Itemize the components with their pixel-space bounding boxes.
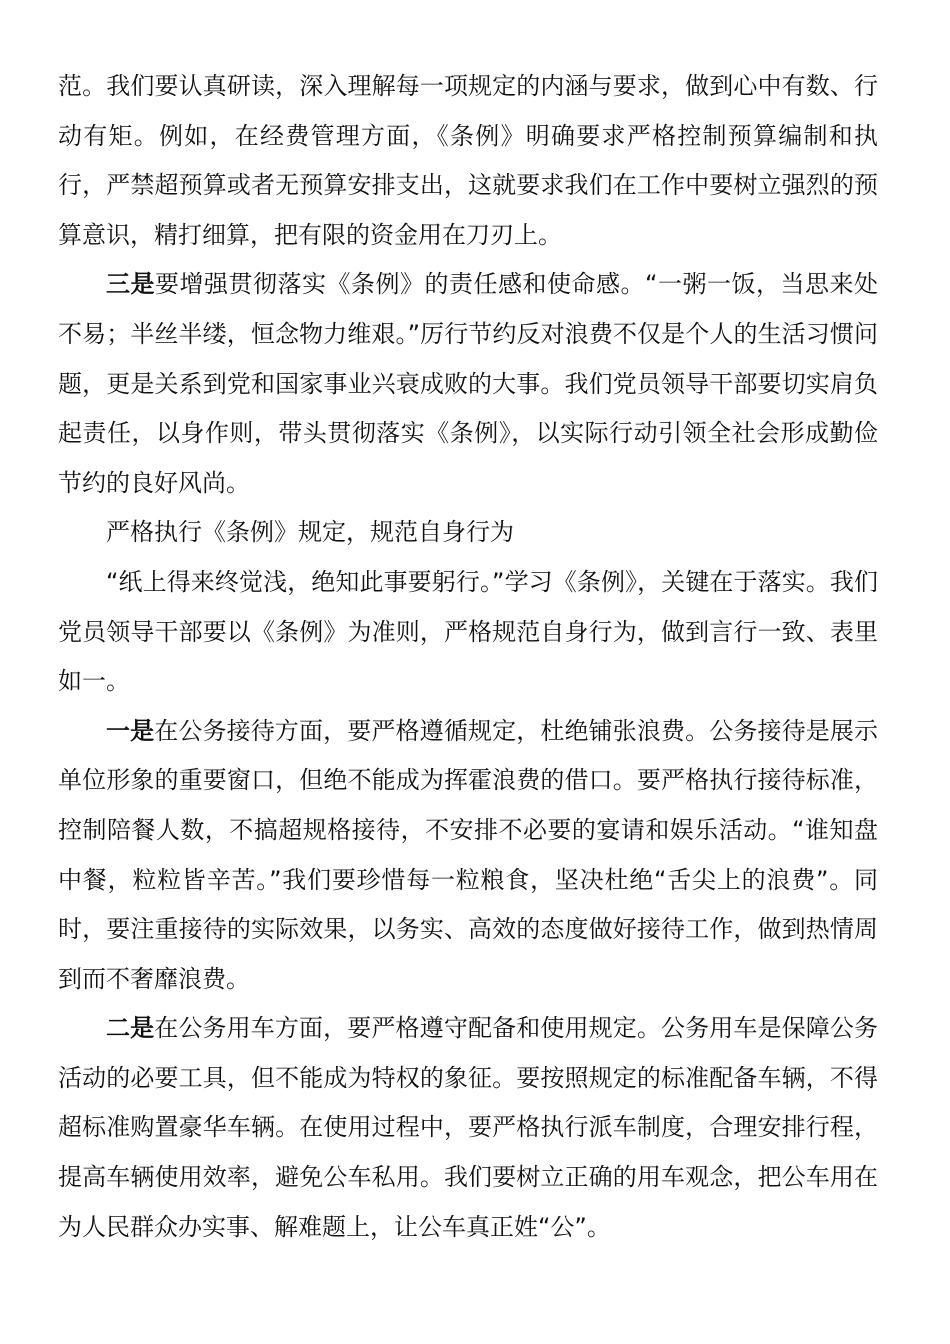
paragraph-text: 在公务用车方面，要严格遵守配备和使用规定。公务用车是保障公务活动的必要工具，但不能成为特权的象征。要按照规定的标准配备车辆，不得超标准购置豪华车辆。在使用过程中，要严格执行派车制度，合理安排行程，提高车辆使用效率，避免公车私用。我们要树立正确的用车观念，把公车用在为人民群众办实事、解难题上，让公车真正姓“公”。 (58, 1014, 879, 1241)
section-heading-text: 严格执行《条例》规定，规范自身行为 (106, 518, 514, 547)
paragraph-text: 在公务接待方面，要严格遵循规定，杜绝铺张浪费。公务接待是展示单位形象的重要窗口，但绝不能成为挥霍浪费的借口。要严格执行接待标准，控制陪餐人数，不搞超规格接待，不安排不必要的宴请和娱乐活动。“谁知盘中餐，粒粒皆辛苦。”我们要珍惜每一粒粮食，坚决杜绝“舌尖上的浪费”。同时，要注重接待的实际效果，以务实、高效的态度做好接待工作，做到热情周到而不奢靡浪费。 (58, 716, 879, 993)
paragraph-intro-quote (58, 558, 878, 707)
paragraph-point-one (58, 707, 878, 1005)
paragraph-point-three (58, 260, 878, 508)
paragraph-budget-continuation (58, 62, 878, 260)
paragraph-text: “纸上得来终觉浅，绝知此事要躬行。”学习《条例》，关键在于落实。我们党员领导干部要以《条例》为准则，严格规范自身行为，做到言行一致、表里如一。 (58, 567, 878, 696)
paragraph-text: 要增强贯彻落实《条例》的责任感和使命感。“一粥一饭，当思来处不易；半丝半缕，恒念物力维艰。”厉行节约反对浪费不仅是个人的生活习惯问题，更是关系到党和国家事业兴衰成败的大事。我们党员领导干部要切实肩负起责任，以身作则，带头贯彻落实《条例》，以实际行动引领全社会形成勤俭节约的良好风尚。 (58, 270, 879, 497)
paragraph-lead: 一是 (106, 716, 155, 745)
paragraph-text: 范。我们要认真研读，深入理解每一项规定的内涵与要求，做到心中有数、行动有矩。例如，在经费管理方面，《条例》明确要求严格控制预算编制和执行，严禁超预算或者无预算安排支出，这就要求我们在工作中要树立强烈的预算意识，精打细算，把有限的资金用在刀刃上。 (58, 72, 878, 249)
document-page (58, 62, 878, 1252)
paragraph-point-two (58, 1004, 878, 1252)
paragraph-lead: 三是 (106, 270, 156, 299)
paragraph-lead: 二是 (106, 1014, 155, 1043)
section-heading (58, 508, 878, 558)
